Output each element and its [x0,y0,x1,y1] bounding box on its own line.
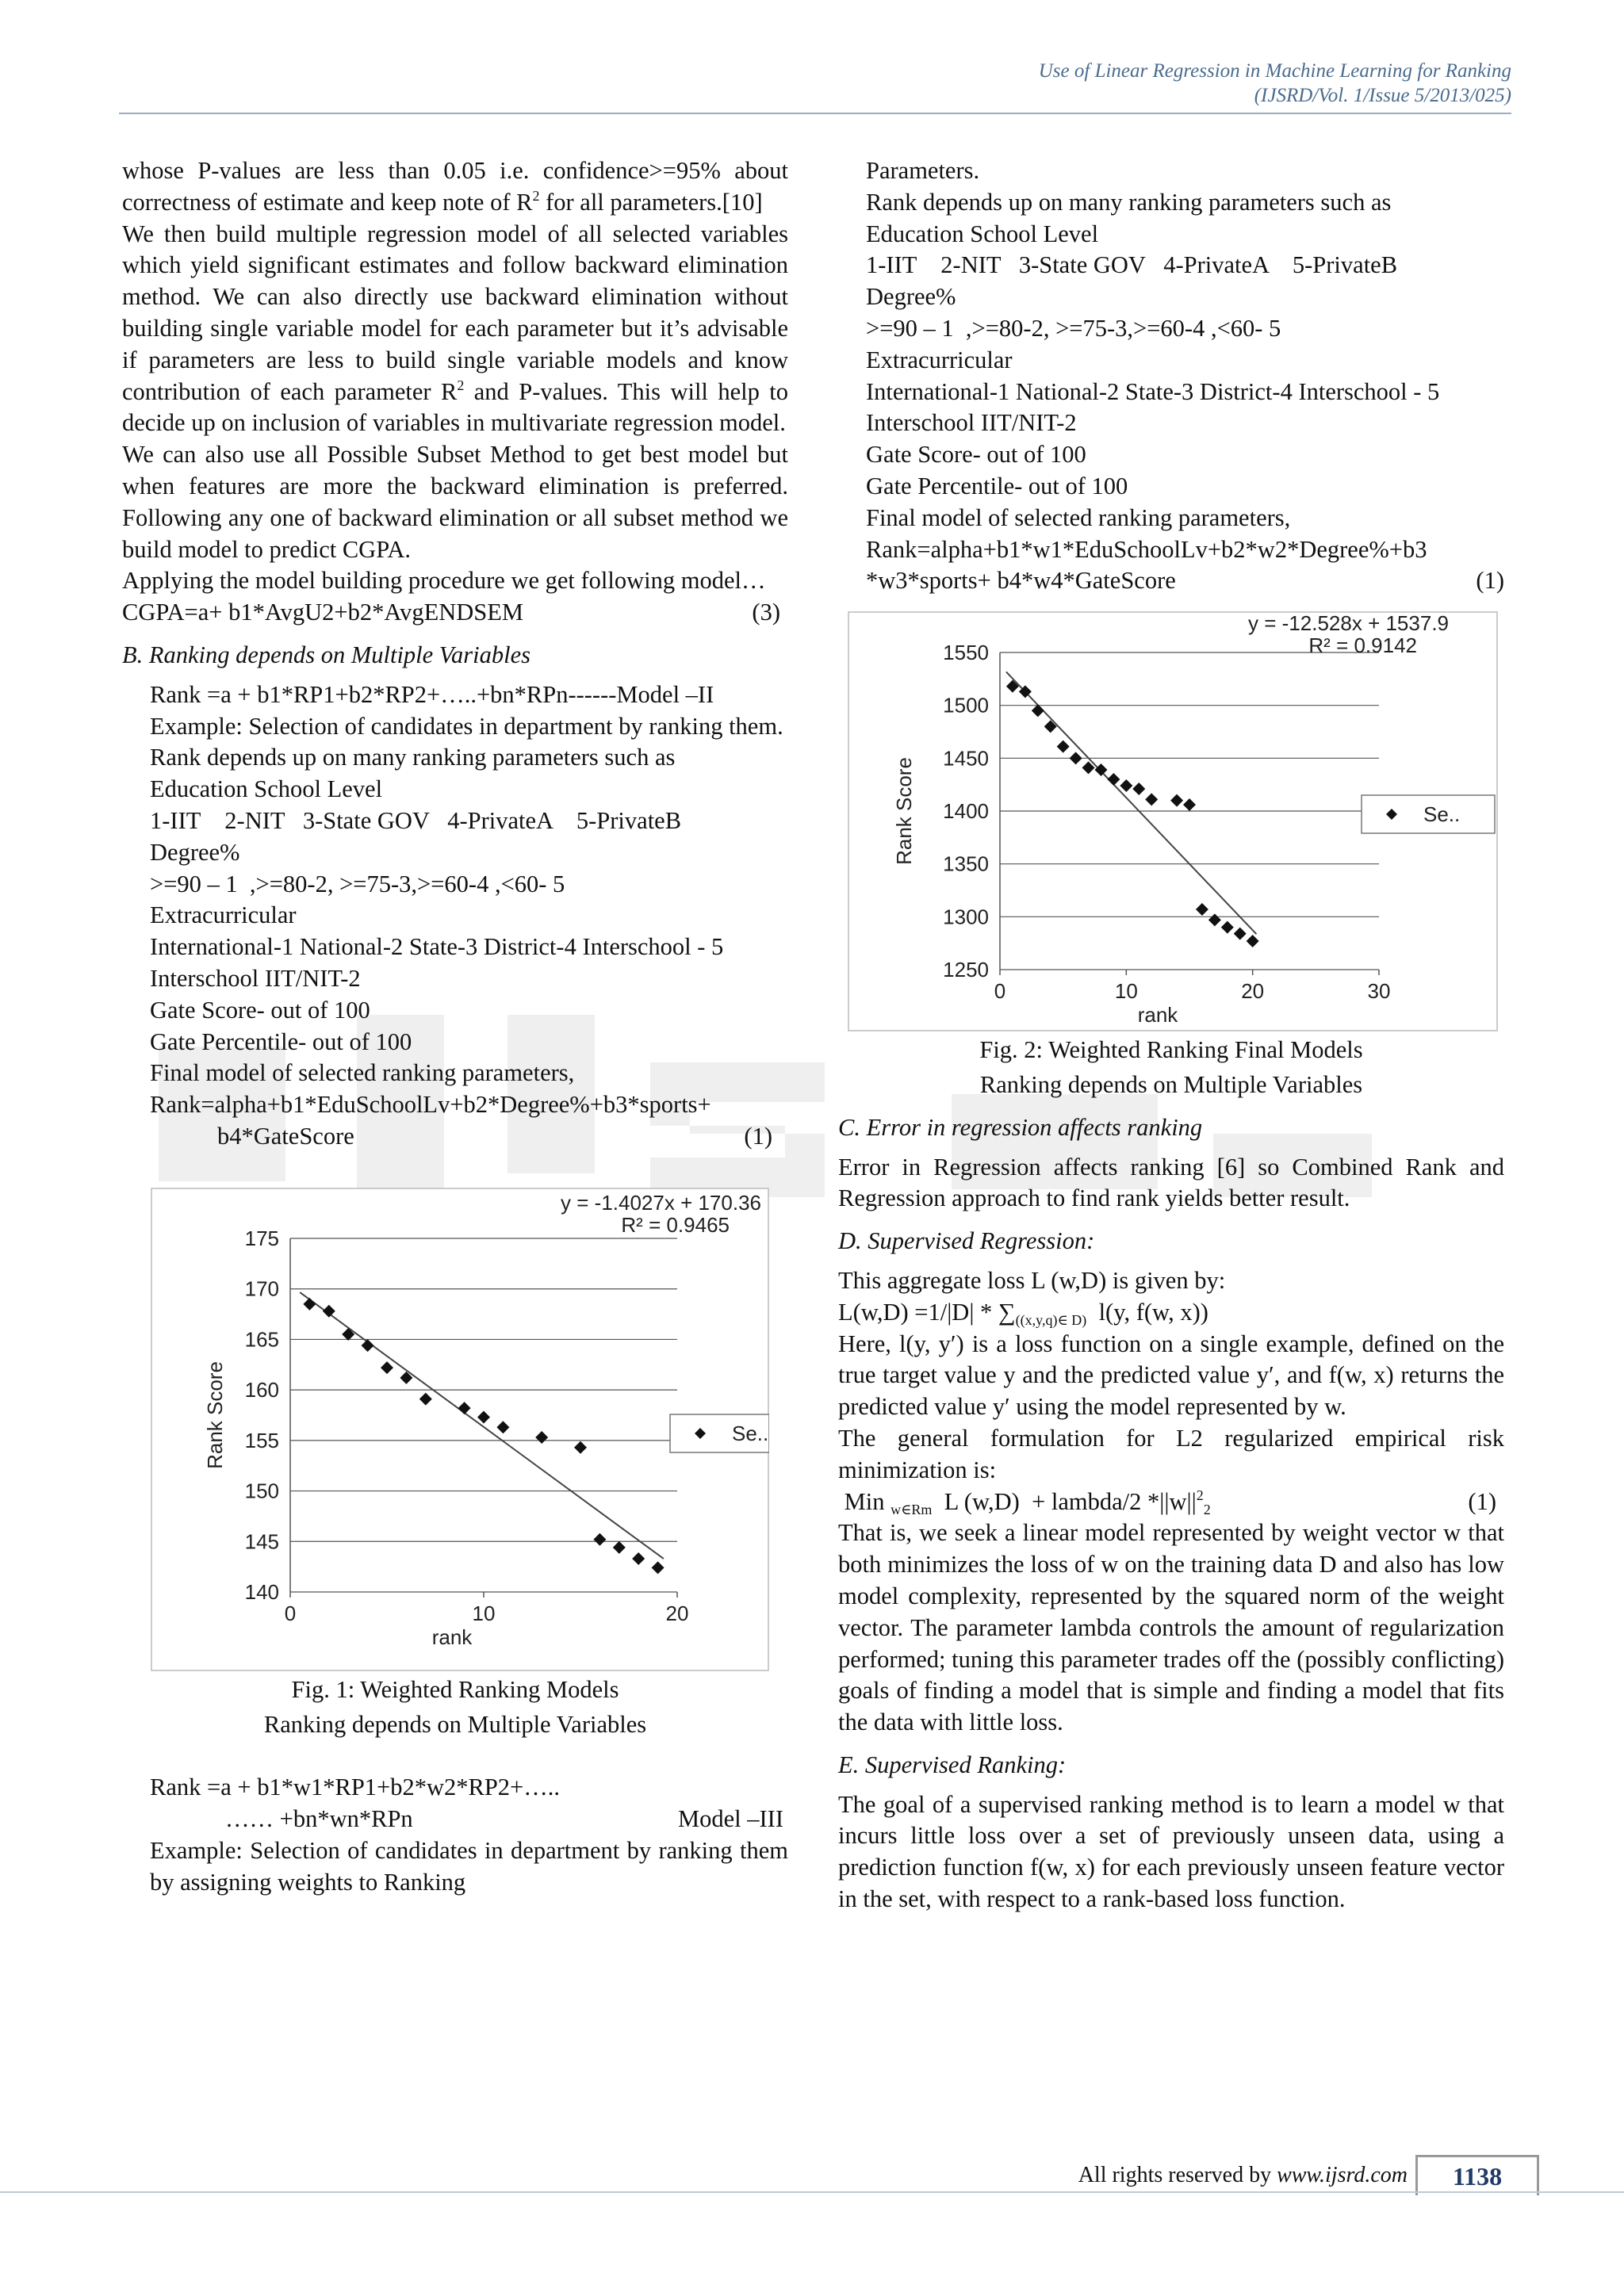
y-tick-label: 150 [244,1479,279,1503]
paragraph: Error in Regression affects ranking [6] so Combined Rank and Regression approach to find rank yields better result. [838,1153,1504,1212]
text-line: Extracurricular [866,346,1013,373]
left-column [122,155,788,1898]
text-line: International-1 National-2 State-3 District-4 Interschool - 5 [866,377,1440,405]
text-line: Rank=alpha+b1*EduSchoolLv+b2*Degree%+b3*sports+ [150,1091,711,1119]
section-heading-d: D. Supervised Regression: [838,1227,1095,1255]
text-line: Rank depends up on many ranking parameters such as [150,744,676,771]
y-axis-label: Rank Score [892,757,916,866]
figure-1-caption-line2: Ranking depends on Multiple Variables [263,1710,647,1738]
x-tick-label: 0 [284,1601,297,1625]
equation-1: b4*GateScore (1) [217,1122,772,1150]
copyright-notice: All rights reserved by www.ijsrd.com [1078,2163,1408,2187]
paragraph: The goal of a supervised ranking method is to learn a model w that incurs little loss over a set of previously unseen data, using a prediction function f(w, x) for each previously unseen feature vector in the set, with respect to a rank-based loss function. [838,1790,1504,1913]
y-tick-label: 1250 [943,958,989,982]
x-axis-label: rank [1137,1003,1178,1027]
figure-2-caption: Fig. 2: Weighted Ranking Final Models [979,1036,1363,1064]
figure-2-chart [848,611,1498,1031]
section-heading-c: C. Error in regression affects ranking [838,1113,1203,1141]
text-line: Gate Score- out of 100 [150,996,370,1024]
text-line: Degree% [866,283,956,311]
y-tick-label: 1350 [943,851,989,876]
r-squared-label: R² = 0.9465 [621,1212,730,1237]
model-3-equation-line2: …… +bn*wn*RPn Model –III [225,1805,783,1833]
text-line: Degree% [150,838,240,866]
x-tick-label: 30 [1367,979,1391,1004]
right-column [838,155,1504,1915]
text-line: >=90 – 1 ,>=80-2, >=75-3,>=60-4 ,<60- 5 [866,314,1281,342]
y-tick-label: 160 [244,1377,279,1402]
text-line: Rank depends up on many ranking parameters such as [866,188,1392,216]
x-tick-label: 20 [665,1601,689,1625]
text-line: Interschool IIT/NIT-2 [866,409,1077,437]
y-tick-label: 1400 [943,799,989,824]
loss-equation: $L(w,D) =1/|D| * \sum_{((x,y,q)\in D)}$ l(y, f(w, x)) [838,1298,1208,1328]
paragraph: Applying the model building procedure we get following model… [122,567,766,595]
y-tick-label: 1450 [943,746,989,771]
figure-2-caption-line2: Ranking depends on Multiple Variables [979,1070,1363,1098]
y-tick-label: 170 [244,1276,279,1301]
text-line: Final model of selected ranking parameters, [150,1059,575,1087]
r-squared-label: R² = 0.9142 [1308,633,1417,658]
y-tick-label: 1500 [943,693,989,718]
paragraph: That is, we seek a linear model represented by weight vector w that both minimizes the loss of w on the training data D and also has low model complexity, represented by the squared norm of the weight vector. The parameter lambda controls the amount of regularization performed; tuning this parameter trades off the (possibly conflicting) goals of finding a model that is simple and finding a model that fits the data with little loss. [838,1519,1504,1736]
text-line: Education School Level [866,220,1099,247]
text-line: International-1 National-2 State-3 District-4 Interschool - 5 [150,933,724,961]
text-line: 1-IIT 2-NIT 3-State GOV 4-PrivateA 5-PrivateB [150,806,682,834]
model-3-equation: Rank =a + b1*w1*RP1+b2*w2*RP2+….. [150,1774,561,1801]
paragraph: We can also use all Possible Subset Method to get best model but when features are more the backward elimination is preferred. Following any one of backward elimination or all subset method we build model to predict CGPA. [122,441,788,563]
section-heading-e: E. Supervised Ranking: [838,1751,1067,1778]
text-line: This aggregate loss L (w,D) is given by: [838,1266,1226,1294]
text-line: Final model of selected ranking parameters, [866,503,1291,531]
equation-1-right: *w3*sports+ b4*w4*GateScore (1) [866,567,1504,595]
text-line: Gate Percentile- out of 100 [150,1027,412,1055]
y-tick-label: 1300 [943,905,989,929]
text-line: Gate Percentile- out of 100 [866,472,1128,499]
y-axis-label: Rank Score [203,1360,227,1469]
equation-3: CGPA=a+ b1*AvgU2+b2*AvgENDSEM (3) [122,599,780,626]
x-tick-label: 0 [994,979,1006,1004]
x-tick-label: 20 [1241,979,1265,1004]
figure-1-chart [151,1188,769,1671]
x-tick-label: 10 [1114,979,1138,1004]
header-title: Use of Linear Regression in Machine Learning for Ranking [1038,60,1511,82]
header-rule [119,113,1511,114]
paragraph: Example: Selection of candidates in department by ranking them. [150,712,783,740]
text-line: >=90 – 1 ,>=80-2, >=75-3,>=60-4 ,<60- 5 [150,870,565,897]
text-line: Parameters. [866,157,980,184]
y-tick-label: 175 [244,1226,279,1250]
figure-1-caption: Fig. 1: Weighted Ranking Models [291,1675,619,1703]
x-tick-label: 10 [472,1601,496,1625]
site-link[interactable]: www.ijsrd.com [1277,2163,1408,2187]
paragraph: whose P-values are less than 0.05 i.e. confidence>=95% about correctness of estimate and keep note of $R^2$ for all parameters.[10] [122,157,788,216]
text-line: Rank=alpha+b1*w1*EduSchoolLv+b2*w2*Degree%+b3 [866,535,1427,563]
paragraph: Example: Selection of candidates in department by ranking them by assigning weights to Ranking [150,1836,788,1896]
footer-rule [0,2191,1624,2193]
x-axis-label: rank [431,1624,473,1649]
y-tick-label: 145 [244,1529,279,1553]
model-2-equation: Rank =a + b1*RP1+b2*RP2+…..+bn*RPn------Model –II [150,680,714,708]
text-line: Education School Level [150,775,383,803]
page-number: 1138 [1415,2155,1539,2195]
y-tick-label: 155 [244,1428,279,1452]
paragraph: Here, l(y, y′) is a loss function on a single example, defined on the true target value y and the predicted value y′, and f(w, x) returns the predicted value y′ using the model represented by w. [838,1330,1504,1421]
section-heading-b: B. Ranking depends on Multiple Variables [122,641,531,668]
paragraph: We then build multiple regression model of all selected variables which yield significant estimates and follow backward elimination method. We can also directly use backward elimination without building single variable model for each parameter but it’s advisable if parameters are less to build single variable models and know contribution of each parameter $R^2$ and P-values. This will help to decide up on inclusion of variables in multivariate regression model. [122,220,788,437]
legend-label: Se.. [732,1421,769,1445]
y-tick-label: 165 [244,1327,279,1352]
text-line: Interschool IIT/NIT-2 [150,964,361,992]
paragraph: The general formulation for L2 regularized empirical risk minimization is: [838,1424,1504,1483]
legend-label: Se.. [1423,802,1461,827]
text-line: Extracurricular [150,901,297,929]
running-header [560,59,1511,108]
text-line: Gate Score- out of 100 [866,441,1086,469]
trendline-equation: y = -1.4027x + 170.36 [561,1190,761,1215]
regularization-equation: Min $_{w\in Rm}$ L (w,D) + lambda/2 $*||w||^2_2$ (1) [838,1487,1496,1517]
text-line: 1-IIT 2-NIT 3-State GOV 4-PrivateA 5-PrivateB [866,251,1398,279]
trendline-equation: y = -12.528x + 1537.9 [1248,611,1449,636]
y-tick-label: 1550 [943,641,989,665]
y-tick-label: 140 [244,1579,279,1604]
header-journal: (IJSRD/Vol. 1/Issue 5/2013/025) [1254,85,1511,106]
